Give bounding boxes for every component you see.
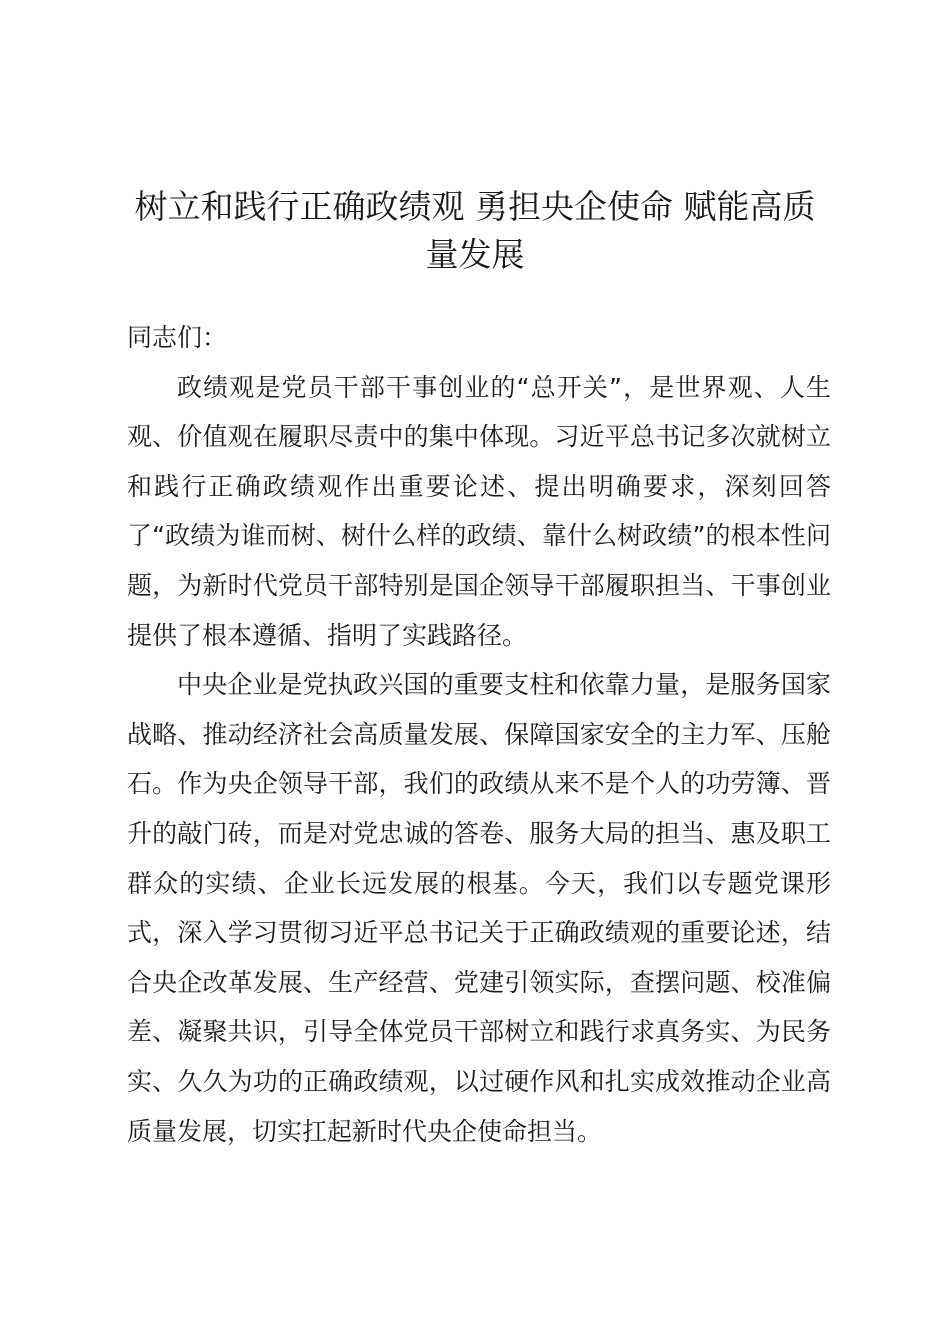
salutation: 同志们： (127, 323, 228, 352)
document-title: 树立和践行正确政绩观 勇担央企使命 赋能高质量发展 (134, 187, 816, 274)
document-body (127, 313, 831, 1156)
body-paragraph-2: 中央企业是党执政兴国的重要支柱和依靠力量，是服务国家战略、推动经济社会高质量发展、保障国家安全的主力军、压舱石。作为央企领导干部，我们的政绩从来不是个人的功劳簿、晋升的敲门砖，而是对党忠诚的答卷、服务大局的担当、惠及职工群众的实绩、企业长远发展的根基。今天，我们以专题党课形式，深入学习贯彻习近平总书记关于正确政绩观的重要论述，结合央企改革发展、生产经营、党建引领实际，查摆问题、校准偏差、凝聚共识，引导全体党员干部树立和践行求真务实、为民务实、久久为功的正确政绩观，以过硬作风和扎实成效推动企业高质量发展，切实扛起新时代央企使命担当。 (127, 670, 831, 1146)
body-paragraph-1: 政绩观是党员干部干事创业的“总开关”，是世界观、人生观、价值观在履职尽责中的集中体现。习近平总书记多次就树立和践行正确政绩观作出重要论述、提出明确要求，深刻回答了“政绩为谁而树、树什么样的政绩、靠什么树政绩”的根本性问题，为新时代党员干部特别是国企领导干部履职担当、干事创业提供了根本遵循、指明了实践路径。 (127, 372, 831, 650)
